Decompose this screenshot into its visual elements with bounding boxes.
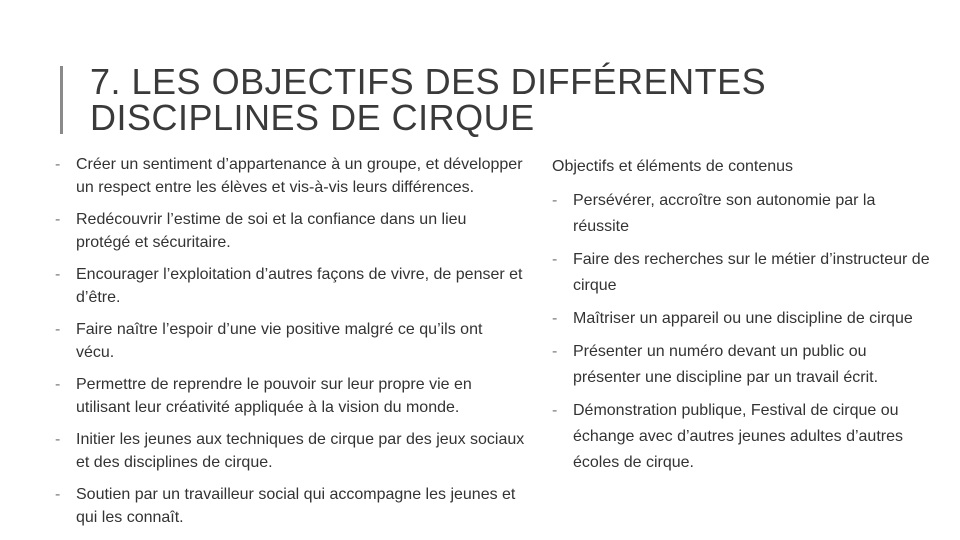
bullet-dash: - [552,192,558,209]
list-item [552,247,932,299]
list-item-text: Initier les jeunes aux techniques de cirque par des jeux sociaux et des disciplines de cirque. [76,431,525,471]
list-item-text: Persévérer, accroître son autonomie par la réussite [573,192,876,235]
list-item [55,373,525,419]
list-item [55,208,525,254]
bullet-dash: - [552,310,558,327]
left-column [55,153,525,538]
list-item [55,153,525,199]
bullet-dash: - [55,376,61,393]
right-column-heading: Objectifs et éléments de contenus [552,158,794,175]
title-accent-bar [60,66,63,134]
bullet-dash: - [55,266,61,283]
list-item-text: Démonstration publique, Festival de cirque ou échange avec d’autres jeunes adultes d’autres écoles de cirque. [573,402,903,471]
slide-title-line-1: 7. LES OBJECTIFS DES DIFFÉRENTES [90,61,767,102]
bullet-dash: - [55,156,61,173]
list-item-text: Créer un sentiment d’appartenance à un groupe, et développer un respect entre les élèves et vis-à-vis leurs différences. [76,156,523,196]
right-bullet-list [552,188,932,476]
left-bullet-list [55,153,525,529]
list-item-text: Faire naître l’espoir d’une vie positive malgré ce qu’ils ont vécu. [76,321,483,361]
bullet-dash: - [55,431,61,448]
list-item [55,263,525,309]
list-item [552,306,932,332]
list-item [55,428,525,474]
list-item-text: Maîtriser un appareil ou une discipline de cirque [573,310,913,327]
bullet-dash: - [552,402,558,419]
list-item-text: Présenter un numéro devant un public ou présenter une discipline par un travail écrit. [573,343,879,386]
list-item [55,318,525,364]
list-item [552,188,932,240]
list-item [552,398,932,476]
list-item-text: Faire des recherches sur le métier d’instructeur de cirque [573,251,930,294]
slide-title-line-2: DISCIPLINES DE CIRQUE [90,97,535,138]
list-item-text: Soutien par un travailleur social qui accompagne les jeunes et qui les connaît. [76,486,516,526]
bullet-dash: - [55,321,61,338]
list-item [552,339,932,391]
bullet-dash: - [552,343,558,360]
list-item-text: Encourager l’exploitation d’autres façons de vivre, de penser et d’être. [76,266,523,306]
right-column [552,155,932,483]
list-item-text: Redécouvrir l’estime de soi et la confiance dans un lieu protégé et sécuritaire. [76,211,467,251]
list-item [55,483,525,529]
bullet-dash: - [55,486,61,503]
slide-title [90,61,950,138]
list-item-text: Permettre de reprendre le pouvoir sur leur propre vie en utilisant leur créativité appliquée à la vision du monde. [76,376,472,416]
bullet-dash: - [55,211,61,228]
bullet-dash: - [552,251,558,268]
